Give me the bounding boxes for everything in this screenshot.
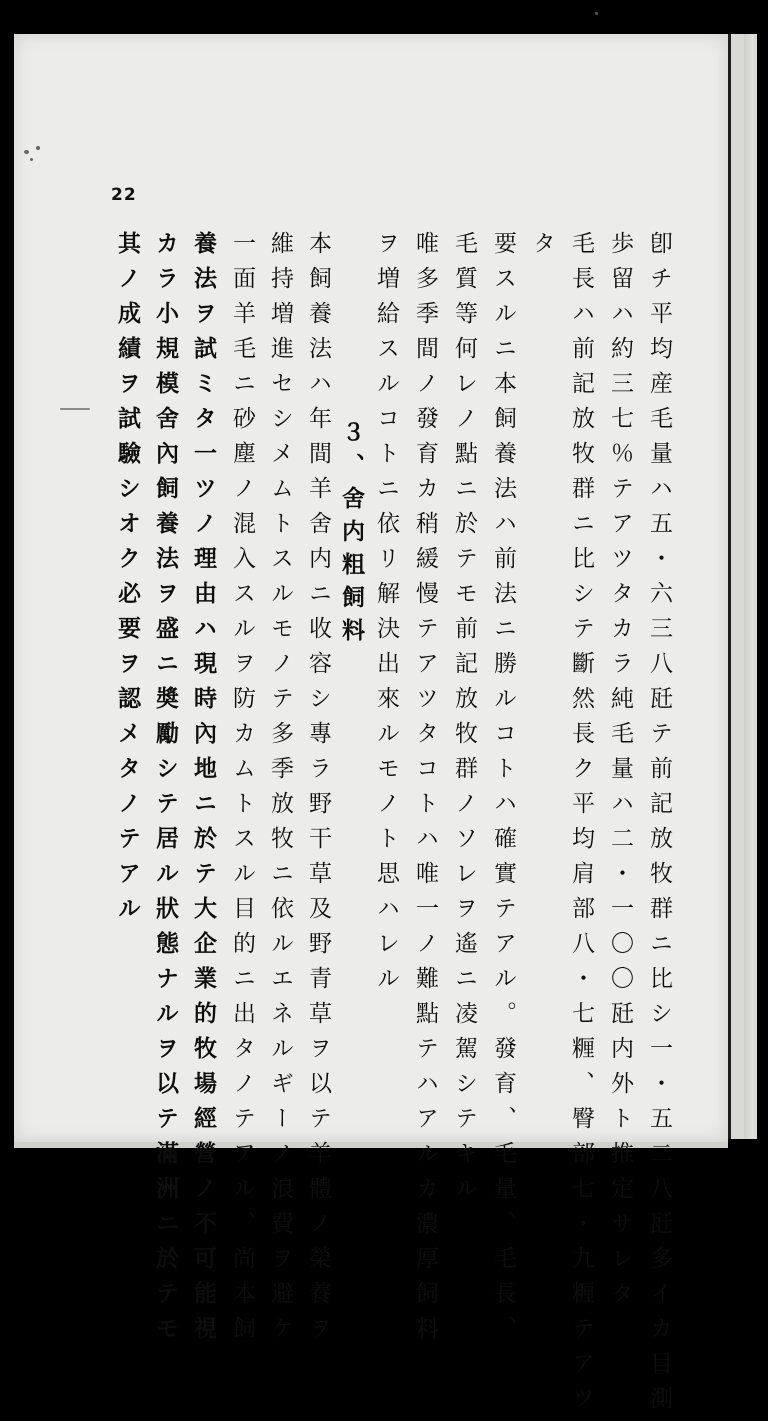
paper-speck xyxy=(24,150,29,154)
text-column-7: 唯多季間ノ發育カ稍緩慢テアツタコトハ唯一ノ難點テハアルカ濃厚飼料 xyxy=(412,231,438,1351)
text-column-8: ヲ増給スルコトニ依リ解決出來ルモノト思ハレル xyxy=(373,231,399,1001)
paper-speck xyxy=(595,12,598,15)
text-column-14: カラ小規模舍內飼養法ヲ盛ニ奬勵シテ居ル狀態ナルヲ以テ滿洲ニ於テモ xyxy=(152,231,179,1351)
text-column-11: 維持増進セシメムトスルモノテ多季放牧ニ依ルエネルギーノ浪費ヲ避ケ xyxy=(267,231,293,1351)
text-column-10: 本飼養法ハ年間羊舍内ニ收容シ專ラ野干草及野青草ヲ以テ羊體ノ榮養ヲ xyxy=(305,231,331,1351)
text-column-3: 毛長ハ前記放牧群ニ比シテ斷然長ク平均肩部八・七糎、臀部七・九糎テアツ xyxy=(568,231,594,1421)
paper-mark xyxy=(60,408,90,410)
text-column-4: タ xyxy=(529,231,555,266)
section-heading: ３、舍内粗飼料 xyxy=(338,420,365,651)
text-column-12: 一面羊毛ニ砂塵ノ混入スルヲ防カムトスル目的ニ出タノテアル、尚本飼 xyxy=(229,231,255,1351)
text-column-6: 毛質等何レノ點ニ於テモ前記放牧群ノソレヲ遙ニ凌駕シテキル xyxy=(451,231,477,1211)
paper-speck xyxy=(30,158,33,161)
page-number: 22 xyxy=(111,185,137,205)
text-column-15: 其ノ成績ヲ試驗シオク必要ヲ認メタノテアル xyxy=(114,231,141,931)
text-column-1: 卽チ平均産毛量ハ五・六三八瓩テ前記放牧群ニ比シ一・五二八瓩多イカ目測 xyxy=(646,231,672,1421)
text-column-5: 要スルニ本飼養法ハ前法ニ勝ルコトハ確實テアル。發育、毛量、毛長、 xyxy=(490,231,516,1351)
page-edge-strip xyxy=(744,34,754,1139)
paper-speck xyxy=(36,146,40,150)
text-column-2: 歩留ハ約三七％テアツタカラ純毛量ハ二・一〇〇瓩内外ト推定サレタ xyxy=(607,231,633,1316)
text-column-13: 養法ヲ試ミタ一ツノ理由ハ現時內地ニ於テ大企業的牧場經營ノ不可能視 xyxy=(190,231,217,1351)
